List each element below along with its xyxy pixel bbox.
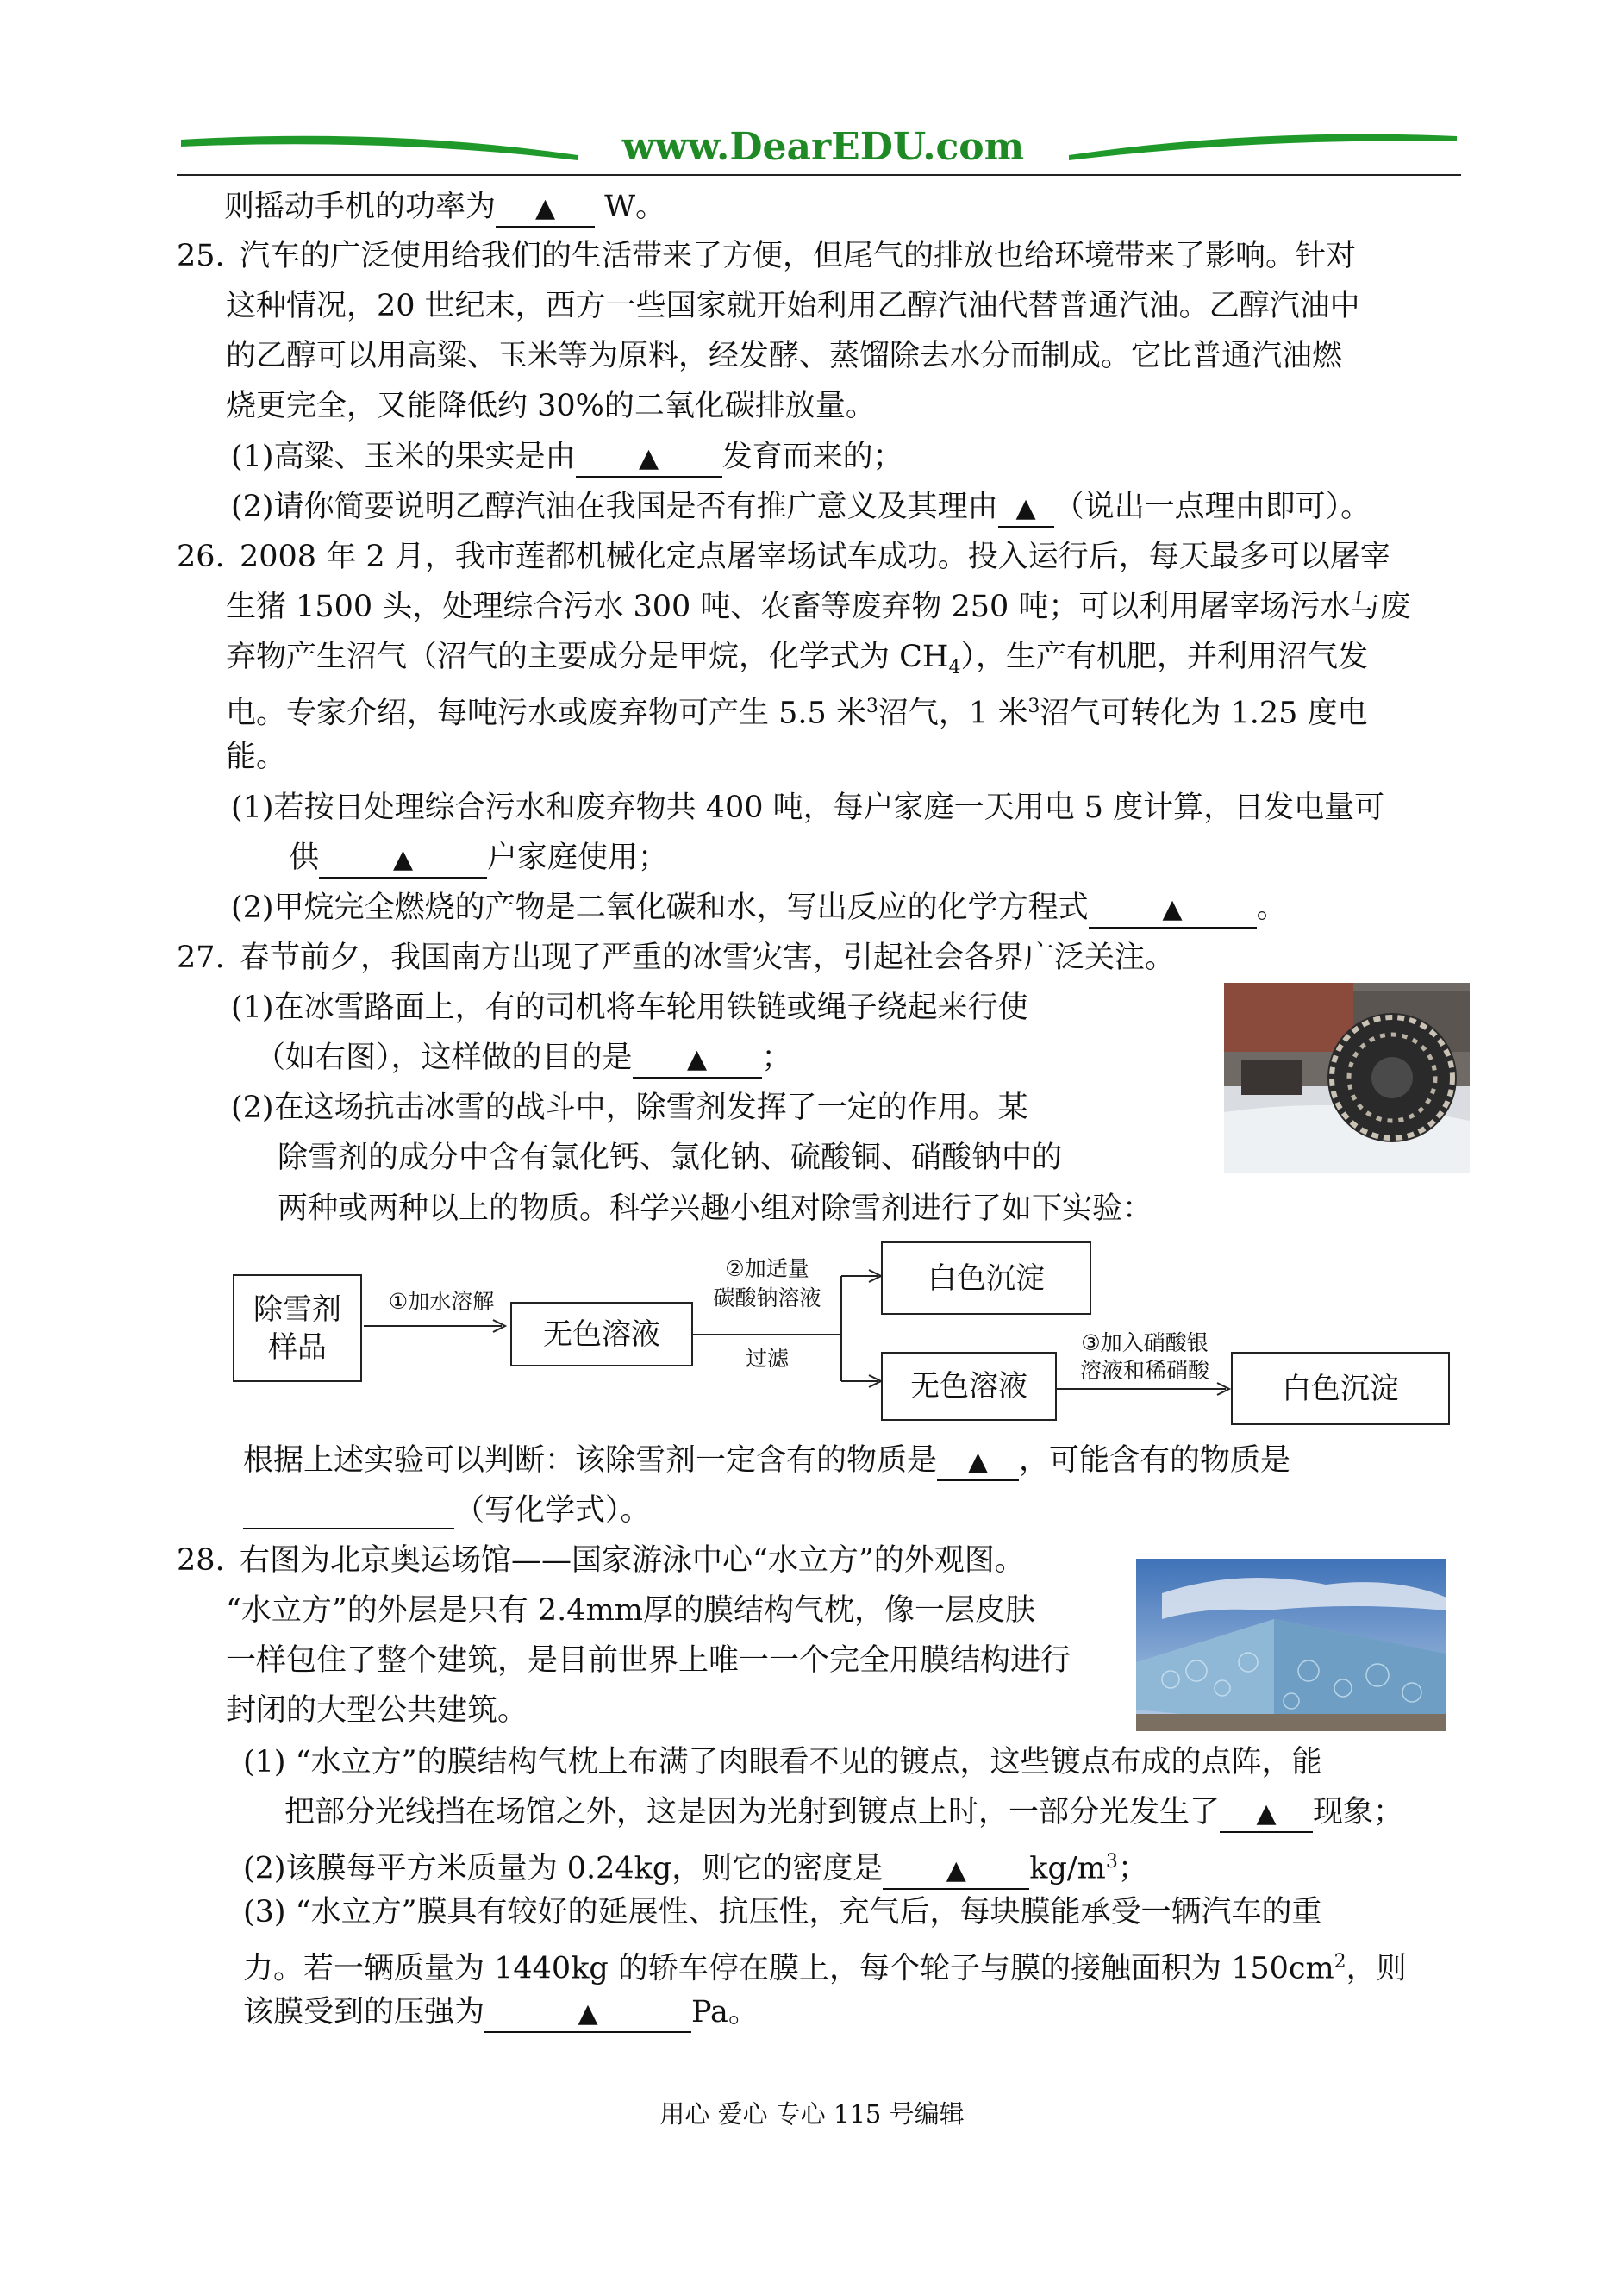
q27-conclusion-a: 根据上述实验可以判断：该除雪剂一定含有的物质是 ▲ ，可能含有的物质是	[243, 1441, 1290, 1481]
q26-line-5: 能。	[226, 740, 287, 774]
q26-number: 26.	[177, 540, 225, 574]
flow-label-step2-1: ②加适量	[725, 1256, 809, 1281]
flow-box-precipitate-2: 白色沉淀	[1231, 1352, 1450, 1425]
q25-line-4: 烧更完全，又能降低约 30%的二氧化碳排放量。	[226, 389, 876, 423]
q26-line-2: 生猪 1500 头，处理综合污水 300 吨、农畜等废弃物 250 吨；可以利用屠宰场污水与废	[226, 590, 1411, 624]
flow-label-step3-1: ③加入硝酸银	[1081, 1330, 1209, 1355]
q27-intro: 春节前夕，我国南方出现了严重的冰雪灾害，引起社会各界广泛关注。	[240, 941, 1176, 975]
q28-line-4: 封闭的大型公共建筑。	[226, 1693, 528, 1728]
site-header-banner	[172, 121, 1465, 172]
q27-number: 27.	[177, 941, 225, 975]
answer-blank[interactable]: ▲	[998, 490, 1054, 528]
page-footer: 用心 爱心 专心 115 号编辑	[659, 2099, 965, 2129]
q27-sub2-a: (2)在这场抗击冰雪的战斗中，除雪剂发挥了一定的作用。某	[231, 1091, 1028, 1125]
q26-line-4: 电。专家介绍，每吨污水或废弃物可产生 5.5 米$^3$沼气，1 米$^3$沼气可转化为 1.25 度电	[226, 696, 1368, 731]
q25-sub2: (2)请你简要说明乙醇汽油在我国是否有推广意义及其理由 ▲ （说出一点理由即可）。	[231, 488, 1371, 528]
flow-label-step1: ①加水溶解	[388, 1289, 495, 1314]
q26-line-1: 2008 年 2 月，我市莲都机械化定点屠宰场试车成功。投入运行后，每天最多可以屠宰	[240, 540, 1390, 574]
answer-blank[interactable]: ▲	[633, 1041, 762, 1079]
flow-arrow-1	[364, 1317, 510, 1335]
q25-line-1: 汽车的广泛使用给我们的生活带来了方便，但尾气的排放也给环境带来了影响。针对	[240, 239, 1357, 273]
q27-sub2-c: 两种或两种以上的物质。科学兴趣小组对除雪剂进行了如下实验：	[278, 1191, 1153, 1226]
q26-sub1-a: (1)若按日处理综合污水和废弃物共 400 吨，每户家庭一天用电 5 度计算，日发电量可	[231, 791, 1385, 825]
flow-label-filter: 过滤	[745, 1346, 789, 1371]
q25-number: 25.	[177, 239, 225, 273]
answer-blank[interactable]: ▲	[496, 190, 595, 228]
answer-blank[interactable]: ▲	[1220, 1795, 1313, 1833]
q28-number: 28.	[177, 1543, 225, 1578]
answer-blank[interactable]: ▲	[319, 841, 487, 879]
q26-line-3: 弃物产生沼气（沼气的主要成分是甲烷，化学式为 $CH_4$），生产有机肥，并利用沼气发	[226, 640, 1368, 678]
flow-branch-arrows	[693, 1267, 883, 1440]
water-cube-photo	[1136, 1559, 1446, 1731]
q25-sub1: (1)高粱、玉米的果实是由 ▲ 发育而来的；	[231, 438, 903, 478]
answer-blank[interactable]: ▲	[576, 440, 722, 478]
flow-box-solution-2: 无色溶液	[881, 1352, 1057, 1421]
q28-sub3-b: 力。若一辆质量为 1440kg 的轿车停在膜上，每个轮子与膜的接触面积为 $150cm^2$，则	[243, 1951, 1407, 1986]
q27-sub1-b: （如右图），这样做的目的是 ▲ ；	[255, 1039, 792, 1079]
flow-box-solution-1: 无色溶液	[510, 1302, 693, 1366]
flow-label-step2-2: 碳酸钠溶液	[713, 1285, 821, 1310]
q25-line-2: 这种情况，20 世纪末，西方一些国家就开始利用乙醇汽油代替普通汽油。乙醇汽油中	[226, 289, 1360, 323]
site-logo-text: www.DearEDU.com	[621, 125, 1025, 169]
q24-tail-line: 则摇动手机的功率为 ▲ W。	[224, 188, 665, 228]
answer-blank[interactable]	[243, 1493, 454, 1529]
tire-chain-photo	[1224, 983, 1470, 1173]
q28-sub2: (2)该膜每平方米质量为 0.24kg，则它的密度是 ▲ $kg/m^3$；	[243, 1843, 1148, 1890]
answer-blank[interactable]: ▲	[883, 1852, 1029, 1890]
q28-line-1: 右图为北京奥运场馆——国家游泳中心“水立方”的外观图。	[240, 1543, 1025, 1578]
q27-sub2-b: 除雪剂的成分中含有氯化钙、氯化钠、硫酸铜、硝酸钠中的	[278, 1141, 1063, 1175]
flow-box-sample: 除雪剂 样品	[233, 1274, 362, 1382]
flow-box-precipitate-1: 白色沉淀	[881, 1241, 1091, 1315]
q27-sub1-a: (1)在冰雪路面上，有的司机将车轮用铁链或绳子绕起来行使	[231, 991, 1028, 1025]
q28-sub3-c: 该膜受到的压强为 ▲ Pa。	[243, 1993, 759, 2033]
flow-arrow-3	[1057, 1380, 1234, 1398]
answer-blank[interactable]: ▲	[937, 1443, 1019, 1481]
q28-sub3-a: (3) “水立方”膜具有较好的延展性、抗压性，充气后，每块膜能承受一辆汽车的重	[243, 1895, 1322, 1929]
q28-line-2: “水立方”的外层是只有 2.4mm厚的膜结构气枕，像一层皮肤	[226, 1593, 1035, 1628]
q27-conclusion-b: （写化学式）。	[243, 1491, 651, 1529]
answer-blank[interactable]: ▲	[484, 1995, 691, 2033]
q26-sub1-b: 供 ▲ 户家庭使用；	[289, 839, 668, 879]
flow-label-step3-2: 溶液和稀硝酸	[1079, 1358, 1209, 1383]
q25-line-3: 的乙醇可以用高粱、玉米等为原料，经发酵、蒸馏除去水分而制成。它比普通汽油燃	[226, 339, 1343, 373]
q28-sub1-b: 把部分光线挡在场馆之外，这是因为光射到镀点上时，一部分光发生了 ▲ 现象；	[284, 1793, 1403, 1833]
answer-blank[interactable]: ▲	[1089, 891, 1257, 929]
header-rule	[177, 174, 1461, 176]
q28-line-3: 一样包住了整个建筑，是目前世界上唯一一个完全用膜结构进行	[226, 1643, 1071, 1678]
q28-sub1-a: (1) “水立方”的膜结构气枕上布满了肉眼看不见的镀点，这些镀点布成的点阵，能	[243, 1745, 1322, 1779]
q26-sub2: (2)甲烷完全燃烧的产物是二氧化碳和水，写出反应的化学方程式 ▲ 。	[231, 889, 1287, 929]
